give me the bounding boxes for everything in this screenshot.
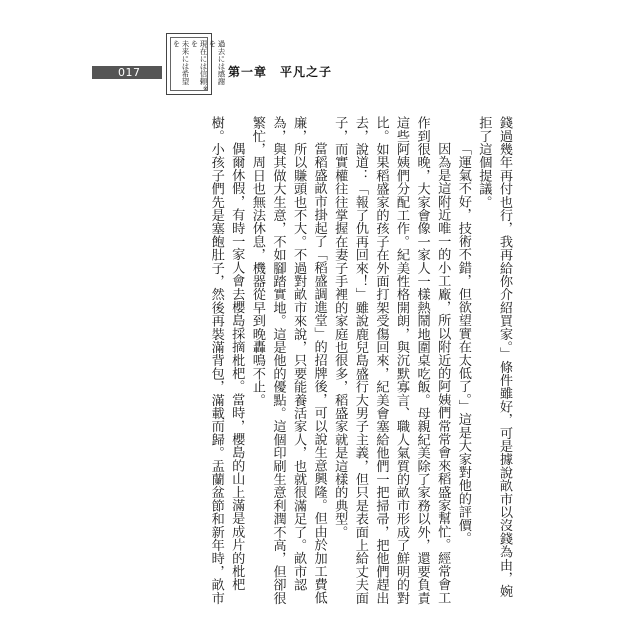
paragraph-3: 因為是這附近唯一的小工廠，所以附近的阿姨們常常會來稻盛家幫忙。經常會工作到很晚，大家會像一家人一樣熱鬧地圍桌吃飯。母親紀美除了家務以外，還要負責這些阿姨們分配工作。紀美性格開朗，與沉默寡言、職人氣質的畝市形成了鮮明的對比。如果稻盛家的孩子在外面打架受傷回來，紀美會塞給他們一把掃帚，把他們趕出去，說道：「報了仇再回來！」雖說鹿兒島盛行大男子主義，但只是表面上給丈夫面子，而實權往往掌握在妻子手裡的家庭也很多，稻盛家就是這樣的典型。 [332, 116, 451, 605]
motto-box [166, 33, 226, 95]
body-text [168, 116, 514, 610]
paragraph-2: 「運氣不好，技術不錯，但欲望實在太低了。」這是大家對他的評價。 [455, 142, 471, 545]
paragraph-1: 錢過幾年再付也行，我再給你介紹買家。」條件雖好，可是據說畝市以沒錢為由，婉拒了這個提議。 [476, 116, 512, 598]
motto-mark: ※ [202, 85, 208, 92]
paragraph-5: 偶爾休假，有時一家人會去櫻島採摘枇杷。當時，櫻島的山上滿是成片的枇杷樹。小孩子們先是塞飽肚子，然後再裝滿背包，滿載而歸。盂蘭盆節和新年時，畝市 [208, 116, 245, 605]
motto-line-hope: 未来には希望を [172, 40, 190, 85]
chapter-title: 第一章 平凡之子 [228, 65, 333, 79]
motto-frame [170, 37, 226, 91]
paragraph-4: 當稻盛畝市掛起了「稻盛調進堂」的招牌後，可以說生意興隆。但由於加工費低廉，所以賺頭也不大。不過對畝市來說，只要能養活家人，也就很滿足了。畝市認為，與其做大生意，不如腳踏實地。這是他的優點。這個印刷生意利潤不高，但卻很繁忙，周日也無法休息，機器從早到晚轟鳴不止。 [249, 116, 327, 605]
motto-line-trust: 現在には信頼を [190, 40, 208, 85]
page-number: 017 [118, 66, 141, 79]
motto-line-gratitude: 過去には感謝を [208, 40, 226, 85]
